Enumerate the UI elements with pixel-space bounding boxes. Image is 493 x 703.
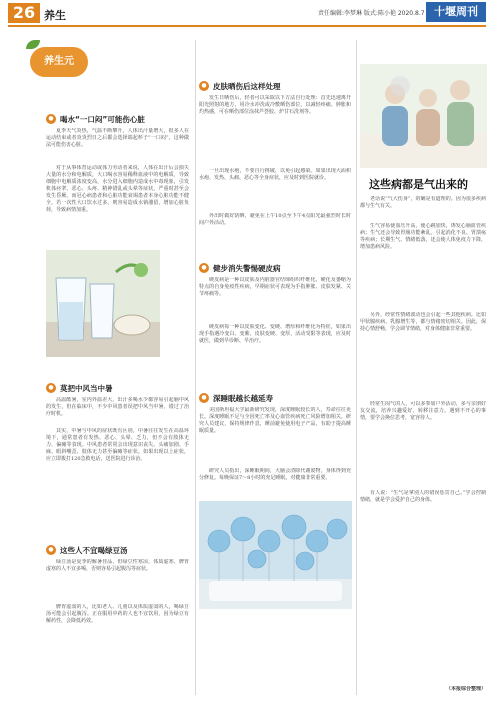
article-paragraph: 脾胃虚弱的人，比如老人、儿童以及体质虚弱的人，喝绿豆汤可能会引起腹泻。正在服用中药的人也不宜饮用，因为绿豆有解药性，会降低药效。 [46, 604, 189, 624]
article-paragraph: 美国斯坦福大学最新研究发现，深度睡眠较长的人，寿命往往更长。深度睡眠不足与全因死亡率及心血管疾病死亡风险增加相关。研究人员建议，保持规律作息，睡前避免使用电子产品，有助于提高睡眠质量。 [199, 407, 351, 434]
water-cups-photo [46, 250, 160, 357]
article-heading: ● 喝水“一口闷”可能伤心脏 [46, 113, 145, 125]
article-paragraph: 绿豆汤是夏季的解暑佳品，但绿豆性寒凉，体质虚寒、脾胃虚寒的人不宜多喝，否则容易引起腹泻等症状。 [46, 559, 189, 572]
bullet-icon: ● [46, 383, 56, 393]
article-heading: ● 健步消失警惕硬皮病 [199, 262, 281, 274]
article-source: （本报综合整理） [445, 686, 486, 692]
article-paragraph: 经常生闷气的人，可以多参加户外活动，多与亲朋好友交流，培养兴趣爱好，转移注意力。遇到不开心的事情，要学会换位思考，宽容待人。 [360, 401, 486, 421]
bullet-icon: ● [46, 114, 56, 124]
article-paragraph: 硬皮病是一种以皮肤及内脏器官结缔组织纤维化、硬化及萎缩为特点的自身免疫性疾病，早期症状可表现为手指肿胀、皮肤发紧、关节疼痛等。 [199, 277, 351, 297]
article-paragraph: 生气容易使血压升高，使心跳加快，诱发心脑血管疾病；生气还会导致胃肠功能紊乱，引起消化不良、胃溃疡等疾病；长期生气、情绪低落，还会使人体免疫力下降，增加患病风险。 [360, 223, 486, 250]
article-paragraph: 夏季天气炎热，气温不断攀升，人体出汗量增大，很多人在运动结束或者炎炎烈日之后都会选择端起杯子“一口闷”，这种做法可能伤害心脏。 [46, 128, 189, 148]
article-paragraph: 高温酷暑，室内外温差大，出汗多喝水少都容易引起脑中风的发生，但在临床中，不少中风患者误把中风当中暑，错过了治疗时机。 [46, 397, 189, 417]
editor-credits: 责任编辑:李梦琳 版式:陈小艳 2020.8.7 [318, 10, 425, 17]
feature-title: 这些病都是气出来的 [369, 178, 468, 191]
column-divider [356, 40, 357, 695]
bullet-icon: ● [199, 81, 209, 91]
newspaper-brand: 十堰周刊 [426, 2, 486, 22]
article-paragraph: 发生日晒伤后，轻者可以采取以下方法自行处理：首先迅速离开阳光照射的地方，用冷水冲洗或冷敷晒伤部位，以减轻疼痛、肿胀和灼热感，可在晒伤部位涂抹芦荟胶、炉甘石洗剂等。 [199, 95, 351, 115]
column-divider [195, 40, 196, 695]
article-heading: ● 这些人不宜喝绿豆汤 [46, 544, 128, 556]
page-header [0, 0, 493, 27]
article-paragraph: 外出时做好防晒，避免在上午10点至下午4点阳光最强烈时长时间户外活动。 [199, 213, 351, 226]
article-heading: ● 莫把中风当中暑 [46, 382, 113, 394]
article-heading: ● 皮肤晒伤后这样处理 [199, 80, 281, 92]
balloons-bedroom-photo [199, 501, 352, 609]
section-name: 养生 [44, 9, 66, 22]
article-paragraph: 研究人员指出，深睡眠期间，大脑会清除代谢废物，身体得到充分修复。每晚保证7～8小时的充足睡眠，对健康非常重要。 [199, 468, 351, 481]
article-heading: ● 深睡眠越长越延寿 [199, 392, 273, 404]
article-paragraph: 其实，中暑与中风的症状既有区别，中暑往往发生在高温环境下，通常患者有发热、恶心、头晕、乏力，但不会有肢体无力、偏瘫等表现。中风患者常常会出现意识丧失、头痛加剧、手麻、眼斜嘴歪、肢体无力甚至偏瘫等症状。如果出现以上症状，应立即拨打120急救电话，送医院进行诊治。 [46, 428, 189, 462]
bullet-icon: ● [199, 393, 209, 403]
elderly-family-photo [360, 64, 487, 168]
article-paragraph: 有人说：“生气是拿别人的错误惩罚自己。”学会控制情绪，就是学会爱护自己的身体。 [360, 490, 486, 503]
page-number: 26 [8, 3, 40, 23]
article-paragraph: 对于从事体育运动或体力劳动者来说，人体在出汗后会损失大量的水分和电解质，大口喝水容易稀释血液中的电解质，导致细胞中电解质浓度变高，水分进入细胞内造成水中毒现象，引发机体痉挛、恶心、头疼、精神错乱或头晕等症状，严重时甚至会发生昏厥。而冠心病患者和心脏功能衰竭患者本身心脏功能不健全，若一次性大口饮水过多，则容易造成水钠潴留，增加心脏负荷，导致病情加重。 [46, 165, 189, 213]
article-paragraph: 老话说“气大伤身”，的确是有道理的。因为很多疾病都与生气有关。 [360, 196, 486, 209]
bullet-icon: ● [199, 263, 209, 273]
column-logo: 养生元 [30, 47, 88, 77]
article-paragraph: 一旦出现水疱，不要自行挑破，以免引起感染。如果出现大面积水疱、发热、头痛、恶心等全身症状，应及时到医院就诊。 [199, 168, 351, 181]
article-paragraph: 硬皮病每一种以皮肤变化、变硬、增厚和纤维化为特征，如果出现手指遇冷变白、变紫，皮肤变硬、变厚，活动受限等表现，应及时就医，做到早诊断、早治疗。 [199, 324, 351, 344]
header-rule [8, 25, 486, 27]
article-paragraph: 另外，经常性情绪波动也会引起一些其他疾病。比如甲状腺疾病、乳腺增生等，都与情绪密切相关。因此，保持心情舒畅，学会调节情绪，对身体健康非常重要。 [360, 312, 486, 332]
bullet-icon: ● [46, 545, 56, 555]
